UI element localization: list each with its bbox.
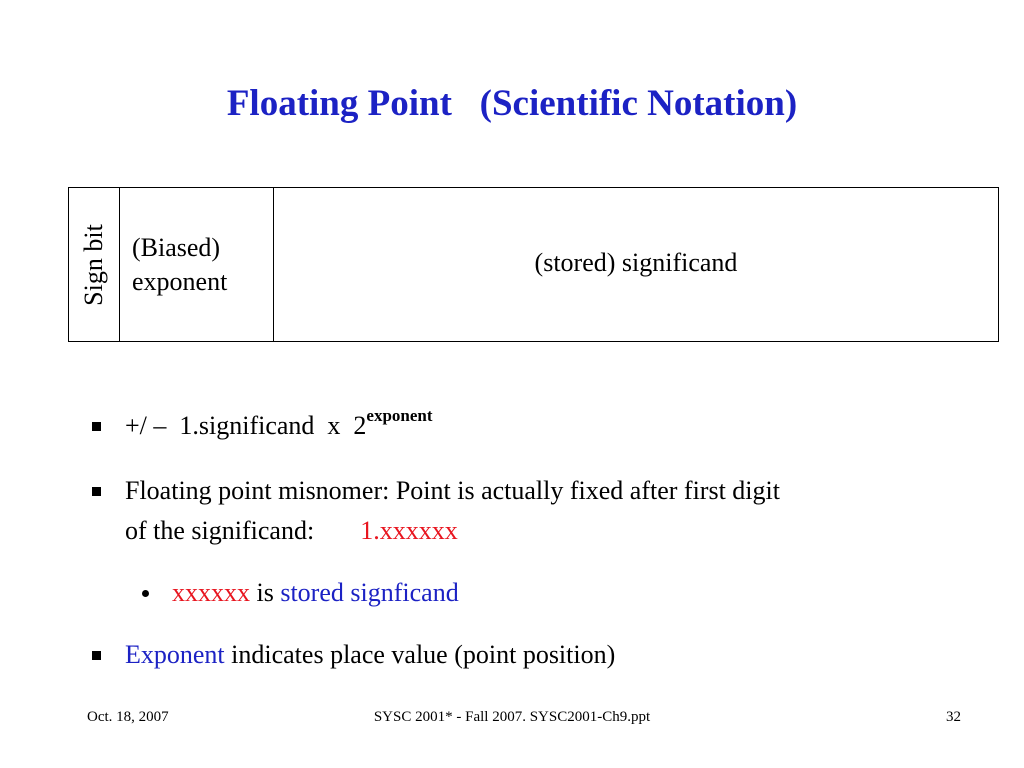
square-bullet-icon — [92, 487, 101, 496]
footer-course: SYSC 2001* - Fall 2007. SYSC2001-Ch9.ppt — [373, 709, 651, 725]
exponent-description: indicates place value (point position) — [224, 640, 616, 669]
sign-bit-label: Sign bit — [79, 223, 108, 306]
square-bullet-icon — [92, 422, 101, 431]
exponent-label-line2: exponent — [132, 266, 228, 296]
significand-field — [274, 188, 998, 341]
sub-bullet-stored — [172, 578, 459, 608]
exponent-field — [120, 188, 274, 341]
misnomer-highlight: 1.xxxxxx — [360, 516, 458, 545]
bullet-misnomer-line2 — [125, 516, 458, 546]
bullet-misnomer-line1: Floating point misnomer: Point is actually fixed after first digit — [125, 476, 780, 505]
sub-bullet-part2: is — [250, 578, 281, 607]
sub-bullet-part1: xxxxxx — [172, 578, 250, 607]
exponent-label-line1: (Biased) — [132, 232, 221, 262]
round-bullet-icon — [142, 590, 149, 597]
float-format-diagram — [68, 187, 999, 342]
bullet-exponent — [125, 640, 615, 670]
misnomer-text: of the significand: — [125, 516, 315, 545]
footer-page-number: 32 — [946, 709, 961, 725]
significand-label: (stored) significand — [534, 247, 738, 277]
square-bullet-icon — [92, 651, 101, 660]
sub-bullet-part3: stored signficand — [280, 578, 459, 607]
bullet-formula — [125, 406, 433, 441]
exponent-keyword: Exponent — [125, 640, 225, 669]
sign-bit-field — [69, 188, 120, 341]
footer-date: Oct. 18, 2007 — [87, 709, 169, 725]
slide-title: Floating Point (Scientific Notation) — [226, 83, 798, 124]
formula-text: +/ – 1.significand x 2 — [125, 411, 367, 440]
formula-superscript: exponent — [366, 406, 433, 425]
